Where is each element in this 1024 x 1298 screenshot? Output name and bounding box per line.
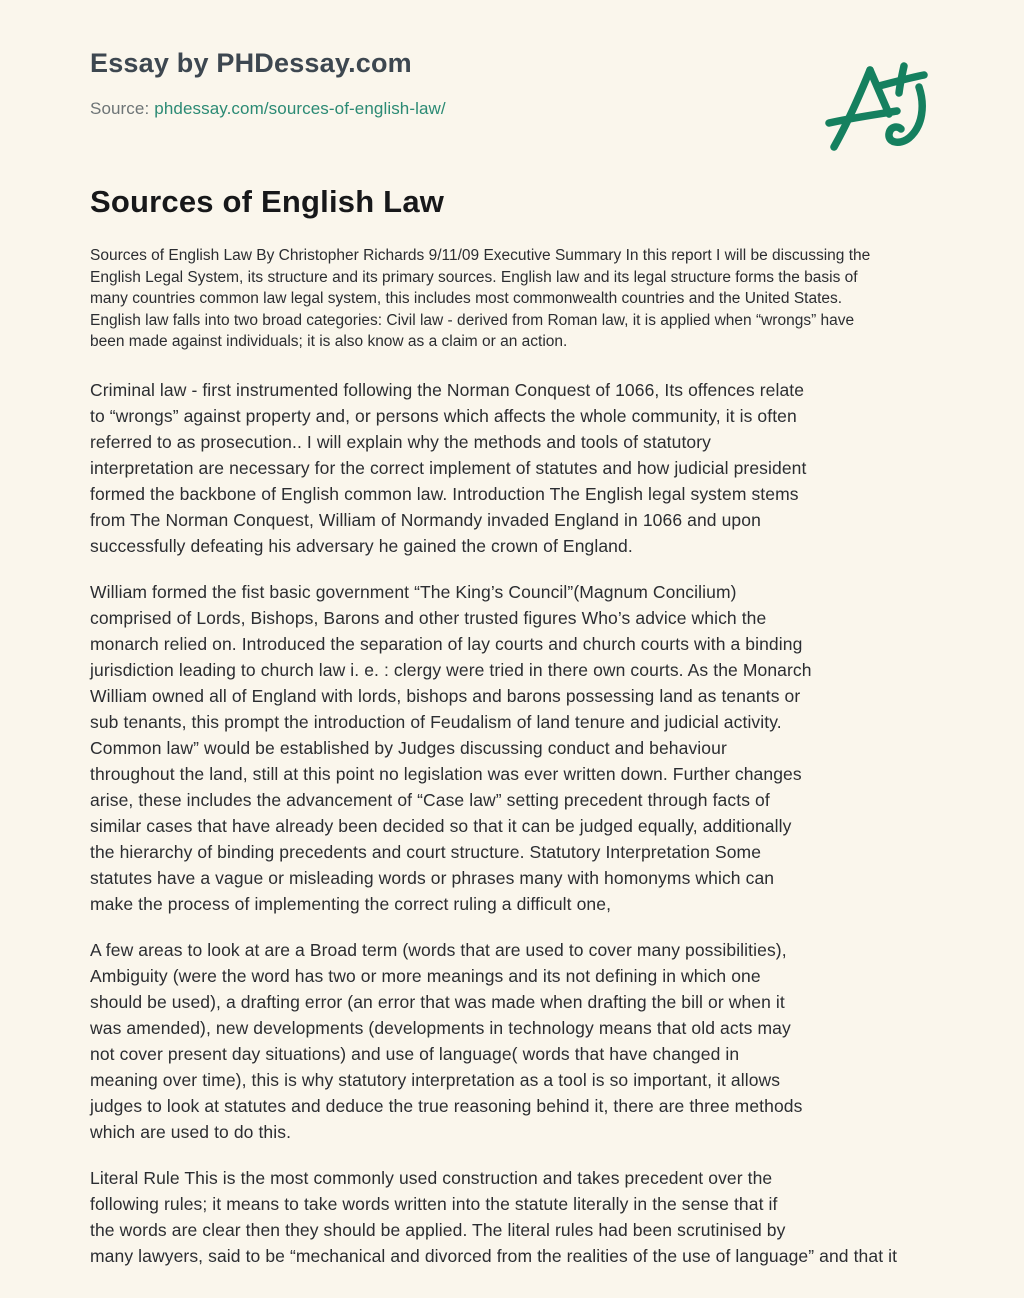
paragraph-literal-rule [90,1165,950,1266]
text-line: sub tenants, this prompt the introduction of Feudalism of land tenure and judicial activity. [90,712,782,732]
text-line: judges to look at statutes and deduce the true reasoning behind it, there are three methods [90,1096,803,1116]
text-line: Sources of English Law By Christopher Richards 9/11/09 Executive Summary In this report I will be discussing the [90,247,871,264]
paragraph-criminal-law [90,377,950,559]
text-line: Literal Rule This is the most commonly used construction and takes precedent over the [90,1168,773,1188]
text-line: should be used), a drafting error (an error that was made when drafting the bill or when it [90,992,785,1012]
source-link[interactable]: phdessay.com/sources-of-english-law/ [154,99,446,118]
text-line: interpretation are necessary for the correct implement of statutes and how judicial president [90,458,807,478]
source-label: Source: [90,99,150,118]
text-line: been made against individuals; it is also know as a claim or an action. [90,333,568,350]
source-line [90,99,446,119]
text-line: arise, these includes the advancement of “Case law” setting precedent through facts of [90,790,770,810]
text-line: throughout the land, still at this point no legislation was ever written down. Further changes [90,764,802,784]
text-line: formed the backbone of English common law. Introduction The English legal system stems [90,484,799,504]
text-line: not cover present day situations) and use of language( words that have changed in [90,1044,740,1064]
text-line: many lawyers, said to be “mechanical and divorced from the realities of the use of language” and that it [90,1246,898,1266]
text-line: English law falls into two broad categories: Civil law - derived from Roman law, it is applied when “wrongs” have [90,311,855,329]
text-line: William formed the fist basic government “The King’s Council”(Magnum Concilium) [90,582,737,602]
paragraph-interpretation-areas [90,937,950,1145]
text-line: Common law” would be established by Judges discussing conduct and behaviour [90,738,727,758]
text-line: monarch relied on. Introduced the separation of lay courts and church courts with a binding [90,634,803,654]
site-header-title: Essay by PHDessay.com [90,48,412,78]
lead-paragraph [90,245,950,353]
text-line: William owned all of England with lords, bishops and barons possessing land as tenants or [90,686,801,706]
logo-a-right-leg [870,70,889,114]
text-line: meaning over time), this is why statutory interpretation as a tool is so important, it allows [90,1070,781,1090]
text-line: to “wrongs” against property and, or persons which affects the whole community, it is often [90,406,797,426]
text-line: A few areas to look at are a Broad term (words that are used to cover many possibilities), [90,940,787,960]
text-line: statutes have a vague or misleading words or phrases many with homonyms which can [90,868,775,888]
text-line: comprised of Lords, Bishops, Barons and other trusted figures Who’s advice which the [90,608,767,628]
text-line: referred to as prosecution.. I will explain why the methods and tools of statutory [90,432,712,452]
text-line: which are used to do this. [90,1122,292,1142]
essay-body [90,377,950,1266]
text-line: Criminal law - first instrumented following the Norman Conquest of 1066, Its offences relate [90,380,805,400]
text-line: jurisdiction leading to church law i. e. : clergy were tried in there own courts. As the Monarch [90,660,812,680]
page-title: Sources of English Law [90,184,445,219]
text-line: English Legal System, its structure and its primary sources. English law and its legal structure forms the basis of [90,268,858,286]
text-line: many countries common law legal system, this includes most commonwealth countries and the United States. [90,290,843,307]
paragraph-kings-council [90,579,950,917]
text-line: Ambiguity (were the word has two or more meanings and its not defining in which one [90,966,761,986]
text-line: was amended), new developments (developments in technology means that old acts may [90,1018,791,1038]
a-plus-logo-icon [815,50,955,170]
logo-a-left-leg [834,70,870,147]
text-line: from The Norman Conquest, William of Normandy invaded England in 1066 and upon [90,510,761,530]
text-line: make the process of implementing the correct ruling a difficult one, [90,894,612,914]
text-line: following rules; it means to take words written into the statute literally in the sense that if [90,1194,778,1214]
text-line: the hierarchy of binding precedents and court structure. Statutory Interpretation Some [90,842,762,862]
text-line: the words are clear then they should be applied. The literal rules had been scrutinised by [90,1220,786,1240]
text-line: successfully defeating his adversary he gained the crown of England. [90,536,633,556]
text-line: similar cases that have already been decided so that it can be judged equally, additionally [90,816,792,836]
